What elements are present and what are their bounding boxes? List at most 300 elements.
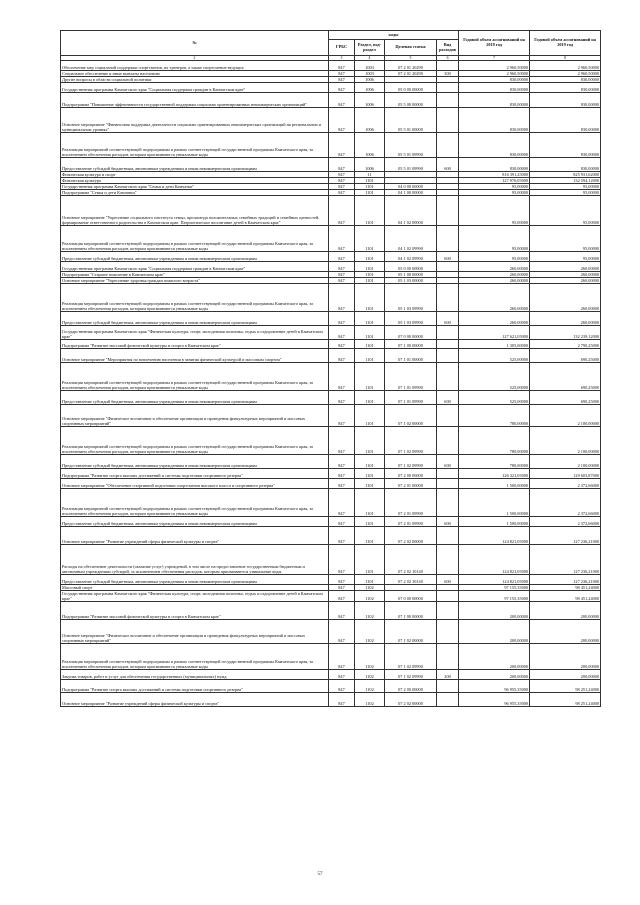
row-razdel: 1101: [355, 178, 385, 184]
row-expense-type: 600: [437, 391, 459, 405]
row-grbs: 847: [329, 61, 355, 71]
row-target-article: 05 5 01 09990: [385, 158, 437, 172]
table-row: [61, 489, 601, 517]
row-target-article: 07 2 01 20290: [385, 71, 437, 77]
row-grbs: 847: [329, 93, 355, 108]
row-target-article: 05 1 03 09990: [385, 312, 437, 326]
table-row: [61, 602, 601, 620]
row-volume-2018: 2 960,50000: [459, 61, 530, 71]
row-razdel: 1101: [355, 469, 385, 479]
table-row: [61, 575, 601, 585]
row-grbs: 847: [329, 693, 355, 707]
row-volume-2018: 830,00000: [459, 108, 530, 133]
row-razdel: 1006: [355, 158, 385, 172]
row-grbs: 847: [329, 83, 355, 93]
row-name: Подпрограмма "Развитие спорта высших достижений и системы подготовки спортивного резерва": [61, 469, 329, 479]
row-name: Предоставление субсидий бюджетным, автономным учреждениям и иным некоммерческим организациям: [61, 158, 329, 172]
row-grbs: 847: [329, 184, 355, 190]
row-grbs: 847: [329, 190, 355, 196]
row-razdel: 1003: [355, 61, 385, 71]
row-volume-2018: 127 976,05000: [459, 178, 530, 184]
row-volume-2018: 780,00000: [459, 455, 530, 469]
row-volume-2018: 124 821,05000: [459, 527, 530, 545]
row-volume-2018: 96 955,35000: [459, 693, 530, 707]
row-grbs: 847: [329, 158, 355, 172]
row-grbs: 847: [329, 363, 355, 391]
row-expense-type: 600: [437, 312, 459, 326]
row-razdel: 1006: [355, 93, 385, 108]
row-name: Массовый спорт: [61, 585, 329, 591]
row-name: Государственная программа Камчатского края "Социальная поддержка граждан в Камчатском крае": [61, 83, 329, 93]
row-target-article: 07 2 00 00000: [385, 680, 437, 693]
row-name: Обеспечение мер социальной поддержки спортсменов, их тренеров, а также спортсменов-ведущих: [61, 61, 329, 71]
row-volume-2019: 2 372,66000: [530, 489, 601, 517]
table-row: [61, 527, 601, 545]
row-razdel: 1102: [355, 585, 385, 591]
row-volume-2018: 260,00000: [459, 278, 530, 284]
row-name: Реализация мероприятий соответствующей подпрограммы в рамках соответствующей государственной программы Камчатского края, за исключением обеспечения расходов, которым присваиваются уникальные коды: [61, 489, 329, 517]
row-volume-2018: 260,00000: [459, 262, 530, 272]
row-expense-type: [437, 405, 459, 427]
row-grbs: 847: [329, 527, 355, 545]
row-grbs: 847: [329, 133, 355, 158]
row-razdel: 1101: [355, 190, 385, 196]
row-grbs: 847: [329, 489, 355, 517]
row-volume-2018: 124 821,05000: [459, 545, 530, 575]
row-name: Предоставление субсидий бюджетным, автономным учреждениям и иным некоммерческим организациям: [61, 252, 329, 262]
row-razdel: 1101: [355, 196, 385, 226]
row-name: Государственная программа Камчатского края "Физическая культура, спорт, молодежная политика, отдых и оздоровление детей в Камчатском крае": [61, 591, 329, 602]
row-name: Основное мероприятие "Развитие учреждений сферы физической культуры и спорта": [61, 527, 329, 545]
table-row: [61, 469, 601, 479]
row-grbs: 847: [329, 340, 355, 349]
row-volume-2019: 127 236,21000: [530, 545, 601, 575]
row-target-article: 07 2 01 20290: [385, 61, 437, 71]
table-row: [61, 693, 601, 707]
row-volume-2018: 96 955,35000: [459, 680, 530, 693]
row-volume-2019: 95,00000: [530, 184, 601, 190]
row-target-article: 07 1 01 09990: [385, 391, 437, 405]
row-razdel: 1102: [355, 602, 385, 620]
table-row: [61, 427, 601, 455]
row-target-article: 05 5 01 00000: [385, 108, 437, 133]
table-row: [61, 326, 601, 340]
row-target-article: 05 0 00 00000: [385, 83, 437, 93]
row-volume-2019: 200,00000: [530, 602, 601, 620]
row-expense-type: [437, 427, 459, 455]
row-volume-2019: 2 960,50000: [530, 71, 601, 77]
row-volume-2019: 690,25000: [530, 391, 601, 405]
row-expense-type: [437, 133, 459, 158]
table-row: [61, 545, 601, 575]
row-expense-type: 600: [437, 455, 459, 469]
row-razdel: 1101: [355, 489, 385, 517]
row-name: Социальное обеспечение и иные выплаты населению: [61, 71, 329, 77]
row-volume-2019: 95,00000: [530, 196, 601, 226]
row-grbs: 847: [329, 469, 355, 479]
row-name: Подпрограмма "Развитие массовой физической культуры и спорта в Камчатском крае": [61, 340, 329, 349]
row-razdel: 1101: [355, 326, 385, 340]
row-name: Основное мероприятие "Физическое воспитание и обеспечение организации и проведения физкультурных мероприятий и массовых спортивных мероприятий": [61, 405, 329, 427]
row-razdel: 1101: [355, 272, 385, 278]
row-name: Реализация мероприятий соответствующей подпрограммы в рамках соответствующей государственной программы Камчатского края, за исключением обеспечения расходов, которым присваиваются уникальные коды: [61, 226, 329, 252]
row-name: Физическая культура и спорт: [61, 172, 329, 178]
row-target-article: 07 2 01 00000: [385, 479, 437, 489]
row-volume-2018: 830,00000: [459, 158, 530, 172]
row-expense-type: [437, 489, 459, 517]
row-target-article: 05 5 01 09990: [385, 133, 437, 158]
row-volume-2018: 2 960,50000: [459, 71, 530, 77]
row-volume-2018: 95,00000: [459, 190, 530, 196]
table-row: [61, 670, 601, 680]
column-number: 2: [61, 56, 329, 61]
header-grbs: ГРБС: [329, 40, 355, 56]
row-razdel: 1102: [355, 620, 385, 644]
row-volume-2019: 690,25000: [530, 363, 601, 391]
table-row: [61, 108, 601, 133]
row-razdel: 11: [355, 172, 385, 178]
row-expense-type: [437, 340, 459, 349]
row-razdel: 1101: [355, 312, 385, 326]
row-target-article: 07 2 02 10140: [385, 545, 437, 575]
row-volume-2019: 2 372,66000: [530, 517, 601, 527]
row-target-article: 07 0 00 00000: [385, 326, 437, 340]
row-razdel: 1003: [355, 71, 385, 77]
table-row: [61, 284, 601, 312]
row-name: Основное мероприятие "Мероприятия по вовлечению населения в занятия физической культурой и массовым спортом": [61, 349, 329, 363]
row-name: Предоставление субсидий бюджетным, автономным учреждениям и иным некоммерческим организациям: [61, 517, 329, 527]
column-number: 5: [385, 56, 437, 61]
row-target-article: 07 2 00 00000: [385, 469, 437, 479]
row-expense-type: [437, 93, 459, 108]
column-number: 8: [530, 56, 601, 61]
row-grbs: 847: [329, 71, 355, 77]
row-name: Реализация мероприятий соответствующей подпрограммы в рамках соответствующей государственной программы Камчатского края, за исключением обеспечения расходов, которым присваиваются уникальные коды: [61, 133, 329, 158]
column-number: 6: [437, 56, 459, 61]
row-volume-2019: 98 451,24000: [530, 591, 601, 602]
row-grbs: 847: [329, 644, 355, 670]
row-volume-2019: 129 603,87000: [530, 469, 601, 479]
row-grbs: 847: [329, 591, 355, 602]
row-target-article: 04 1 00 00000: [385, 190, 437, 196]
row-target-article: 07 1 01 09990: [385, 363, 437, 391]
row-razdel: 1101: [355, 455, 385, 469]
row-volume-2019: 2 960,50000: [530, 61, 601, 71]
row-grbs: 847: [329, 680, 355, 693]
table-row: [61, 620, 601, 644]
row-volume-2019: 260,00000: [530, 284, 601, 312]
row-volume-2018: 95,00000: [459, 196, 530, 226]
row-name: Подпрограмма "Старшее поколение в Камчатском крае": [61, 272, 329, 278]
row-volume-2019: 98 451,24000: [530, 585, 601, 591]
row-grbs: 847: [329, 479, 355, 489]
row-grbs: 847: [329, 585, 355, 591]
row-volume-2019: 260,00000: [530, 272, 601, 278]
row-expense-type: [437, 644, 459, 670]
row-expense-type: 200: [437, 670, 459, 680]
table-row: [61, 158, 601, 172]
table-body: [61, 61, 601, 707]
row-volume-2018: 525,00000: [459, 363, 530, 391]
row-volume-2019: 690,25000: [530, 349, 601, 363]
table-row: [61, 312, 601, 326]
header-no: №: [61, 31, 329, 56]
column-number: 7: [459, 56, 530, 61]
row-expense-type: [437, 479, 459, 489]
row-volume-2018: 1 500,00000: [459, 479, 530, 489]
row-grbs: 847: [329, 278, 355, 284]
header-codes: коды: [329, 31, 459, 40]
row-target-article: 05 0 00 00000: [385, 262, 437, 272]
row-grbs: 847: [329, 517, 355, 527]
row-volume-2018: 830,00000: [459, 93, 530, 108]
row-razdel: 1101: [355, 252, 385, 262]
row-razdel: 1102: [355, 670, 385, 680]
row-volume-2019: 830,00000: [530, 108, 601, 133]
row-volume-2019: 98 251,24000: [530, 680, 601, 693]
row-razdel: 1101: [355, 427, 385, 455]
row-grbs: 847: [329, 77, 355, 83]
row-razdel: 1101: [355, 262, 385, 272]
row-volume-2018: 95,00000: [459, 184, 530, 190]
table-row: [61, 93, 601, 108]
row-razdel: 1101: [355, 545, 385, 575]
row-volume-2019: 95,00000: [530, 252, 601, 262]
row-name: Расходы на обеспечение деятельности (оказание услуг) учреждений, в том числе на предоставление государственным бюджетным и автономным учреждениям субсидий, за исключением обеспечения расходов, которым присваиваются уникальные коды: [61, 545, 329, 575]
row-target-article: 07 1 02 09990: [385, 427, 437, 455]
budget-table-sheet: [60, 30, 600, 707]
row-name: Другие вопросы в области социальной политики: [61, 77, 329, 83]
row-grbs: 847: [329, 620, 355, 644]
row-name: Государственная программа Камчатского края "Семья и дети Камчатки": [61, 184, 329, 190]
row-razdel: 1101: [355, 284, 385, 312]
row-grbs: 847: [329, 178, 355, 184]
row-expense-type: [437, 284, 459, 312]
table-row: [61, 680, 601, 693]
row-grbs: 847: [329, 272, 355, 278]
row-volume-2019: 2 100,00000: [530, 405, 601, 427]
table-row: [61, 226, 601, 252]
row-target-article: 07 0 00 00000: [385, 591, 437, 602]
row-grbs: 847: [329, 252, 355, 262]
row-name: Подпрограмма "Повышение эффективности государственной поддержки социально ориентированных некоммерческих организаций": [61, 93, 329, 108]
row-grbs: 847: [329, 262, 355, 272]
row-grbs: 847: [329, 427, 355, 455]
table-row: [61, 455, 601, 469]
row-razdel: 1006: [355, 83, 385, 93]
row-expense-type: [437, 620, 459, 644]
row-target-article: 04 1 02 09990: [385, 252, 437, 262]
row-razdel: 1102: [355, 644, 385, 670]
row-volume-2019: 830,00000: [530, 77, 601, 83]
row-expense-type: [437, 262, 459, 272]
row-target-article: 04 1 02 09990: [385, 226, 437, 252]
row-target-article: 05 1 03 09990: [385, 284, 437, 312]
row-volume-2019: 200,00000: [530, 644, 601, 670]
row-volume-2019: 200,00000: [530, 620, 601, 644]
row-target-article: 07 1 02 09990: [385, 644, 437, 670]
row-expense-type: [437, 83, 459, 93]
row-volume-2019: 2 372,66000: [530, 479, 601, 489]
table-row: [61, 405, 601, 427]
table-row: [61, 479, 601, 489]
row-target-article: 07 1 02 00000: [385, 620, 437, 644]
row-target-article: 07 2 02 00000: [385, 527, 437, 545]
row-expense-type: 600: [437, 252, 459, 262]
row-expense-type: [437, 349, 459, 363]
row-grbs: 847: [329, 602, 355, 620]
row-name: Основное мероприятие "Укрепление здоровья граждан пожилого возраста": [61, 278, 329, 284]
row-grbs: 847: [329, 575, 355, 585]
row-target-article: 07 1 01 00000: [385, 349, 437, 363]
row-expense-type: [437, 602, 459, 620]
row-grbs: 847: [329, 405, 355, 427]
row-volume-2019: 830,00000: [530, 93, 601, 108]
row-razdel: 1102: [355, 591, 385, 602]
row-volume-2018: 260,00000: [459, 284, 530, 312]
row-volume-2019: 825 931,62000: [530, 172, 601, 178]
row-name: Реализация мероприятий соответствующей подпрограммы в рамках соответствующей государственной программы Камчатского края, за исключением обеспечения расходов, которым присваиваются уникальные коды: [61, 644, 329, 670]
row-razdel: 1006: [355, 133, 385, 158]
row-volume-2018: 97 155,35000: [459, 591, 530, 602]
row-volume-2018: 830,00000: [459, 83, 530, 93]
row-target-article: 07 2 01 09990: [385, 489, 437, 517]
row-razdel: 1006: [355, 77, 385, 83]
row-grbs: 847: [329, 172, 355, 178]
table-row: [61, 517, 601, 527]
header-cs: Целевая статья: [385, 40, 437, 56]
row-volume-2019: 2 100,00000: [530, 427, 601, 455]
row-volume-2018: 525,00000: [459, 391, 530, 405]
row-target-article: 07 1 00 00000: [385, 340, 437, 349]
row-name: Основное мероприятие "Развитие учреждений сферы физической культуры и спорта": [61, 693, 329, 707]
row-razdel: 1101: [355, 184, 385, 190]
row-volume-2018: 1 305,00000: [459, 340, 530, 349]
row-name: Основное мероприятие "Обеспечение спортивной подготовки спортсменов высокого класса и спортивного резерва": [61, 479, 329, 489]
row-volume-2019: 260,00000: [530, 312, 601, 326]
row-target-article: 04 0 00 00000: [385, 184, 437, 190]
row-name: Закупка товаров, работ и услуг для обеспечения государственных (муниципальных) нужд: [61, 670, 329, 680]
row-volume-2019: 95,00000: [530, 190, 601, 196]
row-target-article: 07 1 00 00000: [385, 602, 437, 620]
row-target-article: 07 1 02 09990: [385, 455, 437, 469]
row-target-article: 05 1 03 00000: [385, 278, 437, 284]
row-volume-2019: 830,00000: [530, 83, 601, 93]
row-expense-type: [437, 363, 459, 391]
header-vid: Вид расходов: [437, 40, 459, 56]
row-volume-2018: 260,00000: [459, 312, 530, 326]
row-volume-2018: 830,00000: [459, 133, 530, 158]
row-target-article: 05 5 00 00000: [385, 93, 437, 108]
row-name: Предоставление субсидий бюджетным, автономным учреждениям и иным некоммерческим организациям: [61, 312, 329, 326]
row-razdel: 1101: [355, 226, 385, 252]
row-name: Предоставление субсидий бюджетным, автономным учреждениям и иным некоммерческим организациям: [61, 575, 329, 585]
row-grbs: 847: [329, 391, 355, 405]
table-row: [61, 83, 601, 93]
row-volume-2018: 1 500,00000: [459, 517, 530, 527]
row-volume-2019: 200,00000: [530, 670, 601, 680]
row-name: Основное мероприятие "Финансовая поддержка деятельности социально ориентированных некоммерческих организаций на региональном и муниципальном уровнях": [61, 108, 329, 133]
row-expense-type: [437, 196, 459, 226]
column-number: 3: [329, 56, 355, 61]
row-target-article: 07 1 02 00000: [385, 405, 437, 427]
row-name: Реализация мероприятий соответствующей подпрограммы в рамках соответствующей государственной программы Камчатского края, за исключением обеспечения расходов, которым присваиваются уникальные коды: [61, 284, 329, 312]
row-razdel: 1101: [355, 278, 385, 284]
row-volume-2018: 200,00000: [459, 670, 530, 680]
table-row: [61, 591, 601, 602]
table-row: [61, 340, 601, 349]
row-target-article: 04 1 02 00000: [385, 196, 437, 226]
table-row: [61, 252, 601, 262]
row-name: Реализация мероприятий соответствующей подпрограммы в рамках соответствующей государственной программы Камчатского края, за исключением обеспечения расходов, которым присваиваются уникальные коды: [61, 363, 329, 391]
row-volume-2018: 260,00000: [459, 272, 530, 278]
row-volume-2019: 127 236,21000: [530, 575, 601, 585]
row-expense-type: [437, 693, 459, 707]
row-name: Реализация мероприятий соответствующей подпрограммы в рамках соответствующей государственной программы Камчатского края, за исключением обеспечения расходов, которым присваиваются уникальные коды: [61, 427, 329, 455]
row-name: Физическая культура: [61, 178, 329, 184]
row-razdel: 1101: [355, 517, 385, 527]
row-razdel: 1101: [355, 340, 385, 349]
row-name: Подпрограмма "Развитие массовой физической культуры и спорта в Камчатском крае": [61, 602, 329, 620]
row-volume-2019: 98 251,24000: [530, 693, 601, 707]
row-volume-2018: 1 500,00000: [459, 489, 530, 517]
header-vol-2019: Годовой объем ассигнований на 2019 год: [530, 31, 601, 56]
row-name: Подпрограмма "Развитие спорта высших достижений и системы подготовки спортивного резерва": [61, 680, 329, 693]
row-razdel: 1101: [355, 575, 385, 585]
header-razdel: Раздел, под-раздел: [355, 40, 385, 56]
row-expense-type: [437, 545, 459, 575]
row-volume-2018: 124 821,05000: [459, 575, 530, 585]
budget-table: [60, 30, 601, 707]
row-name: Основное мероприятие "Укрепление социального института семьи, пропаганда положительных семейных традиций и семейных ценностей, формирование ответственного родительства в Камчатском крае. Патриотическое воспитание детей в Камчатском крае": [61, 196, 329, 226]
table-row: [61, 196, 601, 226]
row-name: Предоставление субсидий бюджетным, автономным учреждениям и иным некоммерческим организациям: [61, 391, 329, 405]
row-target-article: 07 2 02 00000: [385, 693, 437, 707]
row-volume-2019: 132 594,12000: [530, 178, 601, 184]
row-name: Основное мероприятие "Физическое воспитание и обеспечение организации и проведения физкультурных мероприятий и массовых спортивных мероприятий": [61, 620, 329, 644]
row-volume-2019: 830,00000: [530, 158, 601, 172]
row-volume-2018: 97 155,35000: [459, 585, 530, 591]
row-expense-type: 300: [437, 71, 459, 77]
table-row: [61, 391, 601, 405]
row-volume-2018: 200,00000: [459, 620, 530, 644]
row-name: Подпрограмма "Семья и дети Камчатки": [61, 190, 329, 196]
row-grbs: 847: [329, 349, 355, 363]
table-row: [61, 363, 601, 391]
row-target-article: 07 2 02 10140: [385, 575, 437, 585]
row-expense-type: [437, 591, 459, 602]
row-grbs: 847: [329, 196, 355, 226]
row-volume-2019: 95,00000: [530, 226, 601, 252]
row-volume-2018: 127 621,05000: [459, 326, 530, 340]
table-row: [61, 262, 601, 272]
table-row: [61, 133, 601, 158]
row-volume-2018: 95,00000: [459, 252, 530, 262]
row-volume-2019: 2 790,25000: [530, 340, 601, 349]
row-expense-type: [437, 108, 459, 133]
row-volume-2019: 830,00000: [530, 133, 601, 158]
page-number: 57: [317, 872, 323, 877]
row-volume-2019: 132 239,12000: [530, 326, 601, 340]
row-name: Государственная программа Камчатского края "Социальная поддержка граждан в Камчатском крае": [61, 262, 329, 272]
row-grbs: 847: [329, 545, 355, 575]
table-row: [61, 349, 601, 363]
row-expense-type: [437, 61, 459, 71]
row-razdel: 1102: [355, 693, 385, 707]
table-row: [61, 61, 601, 71]
row-expense-type: [437, 680, 459, 693]
row-grbs: 847: [329, 455, 355, 469]
